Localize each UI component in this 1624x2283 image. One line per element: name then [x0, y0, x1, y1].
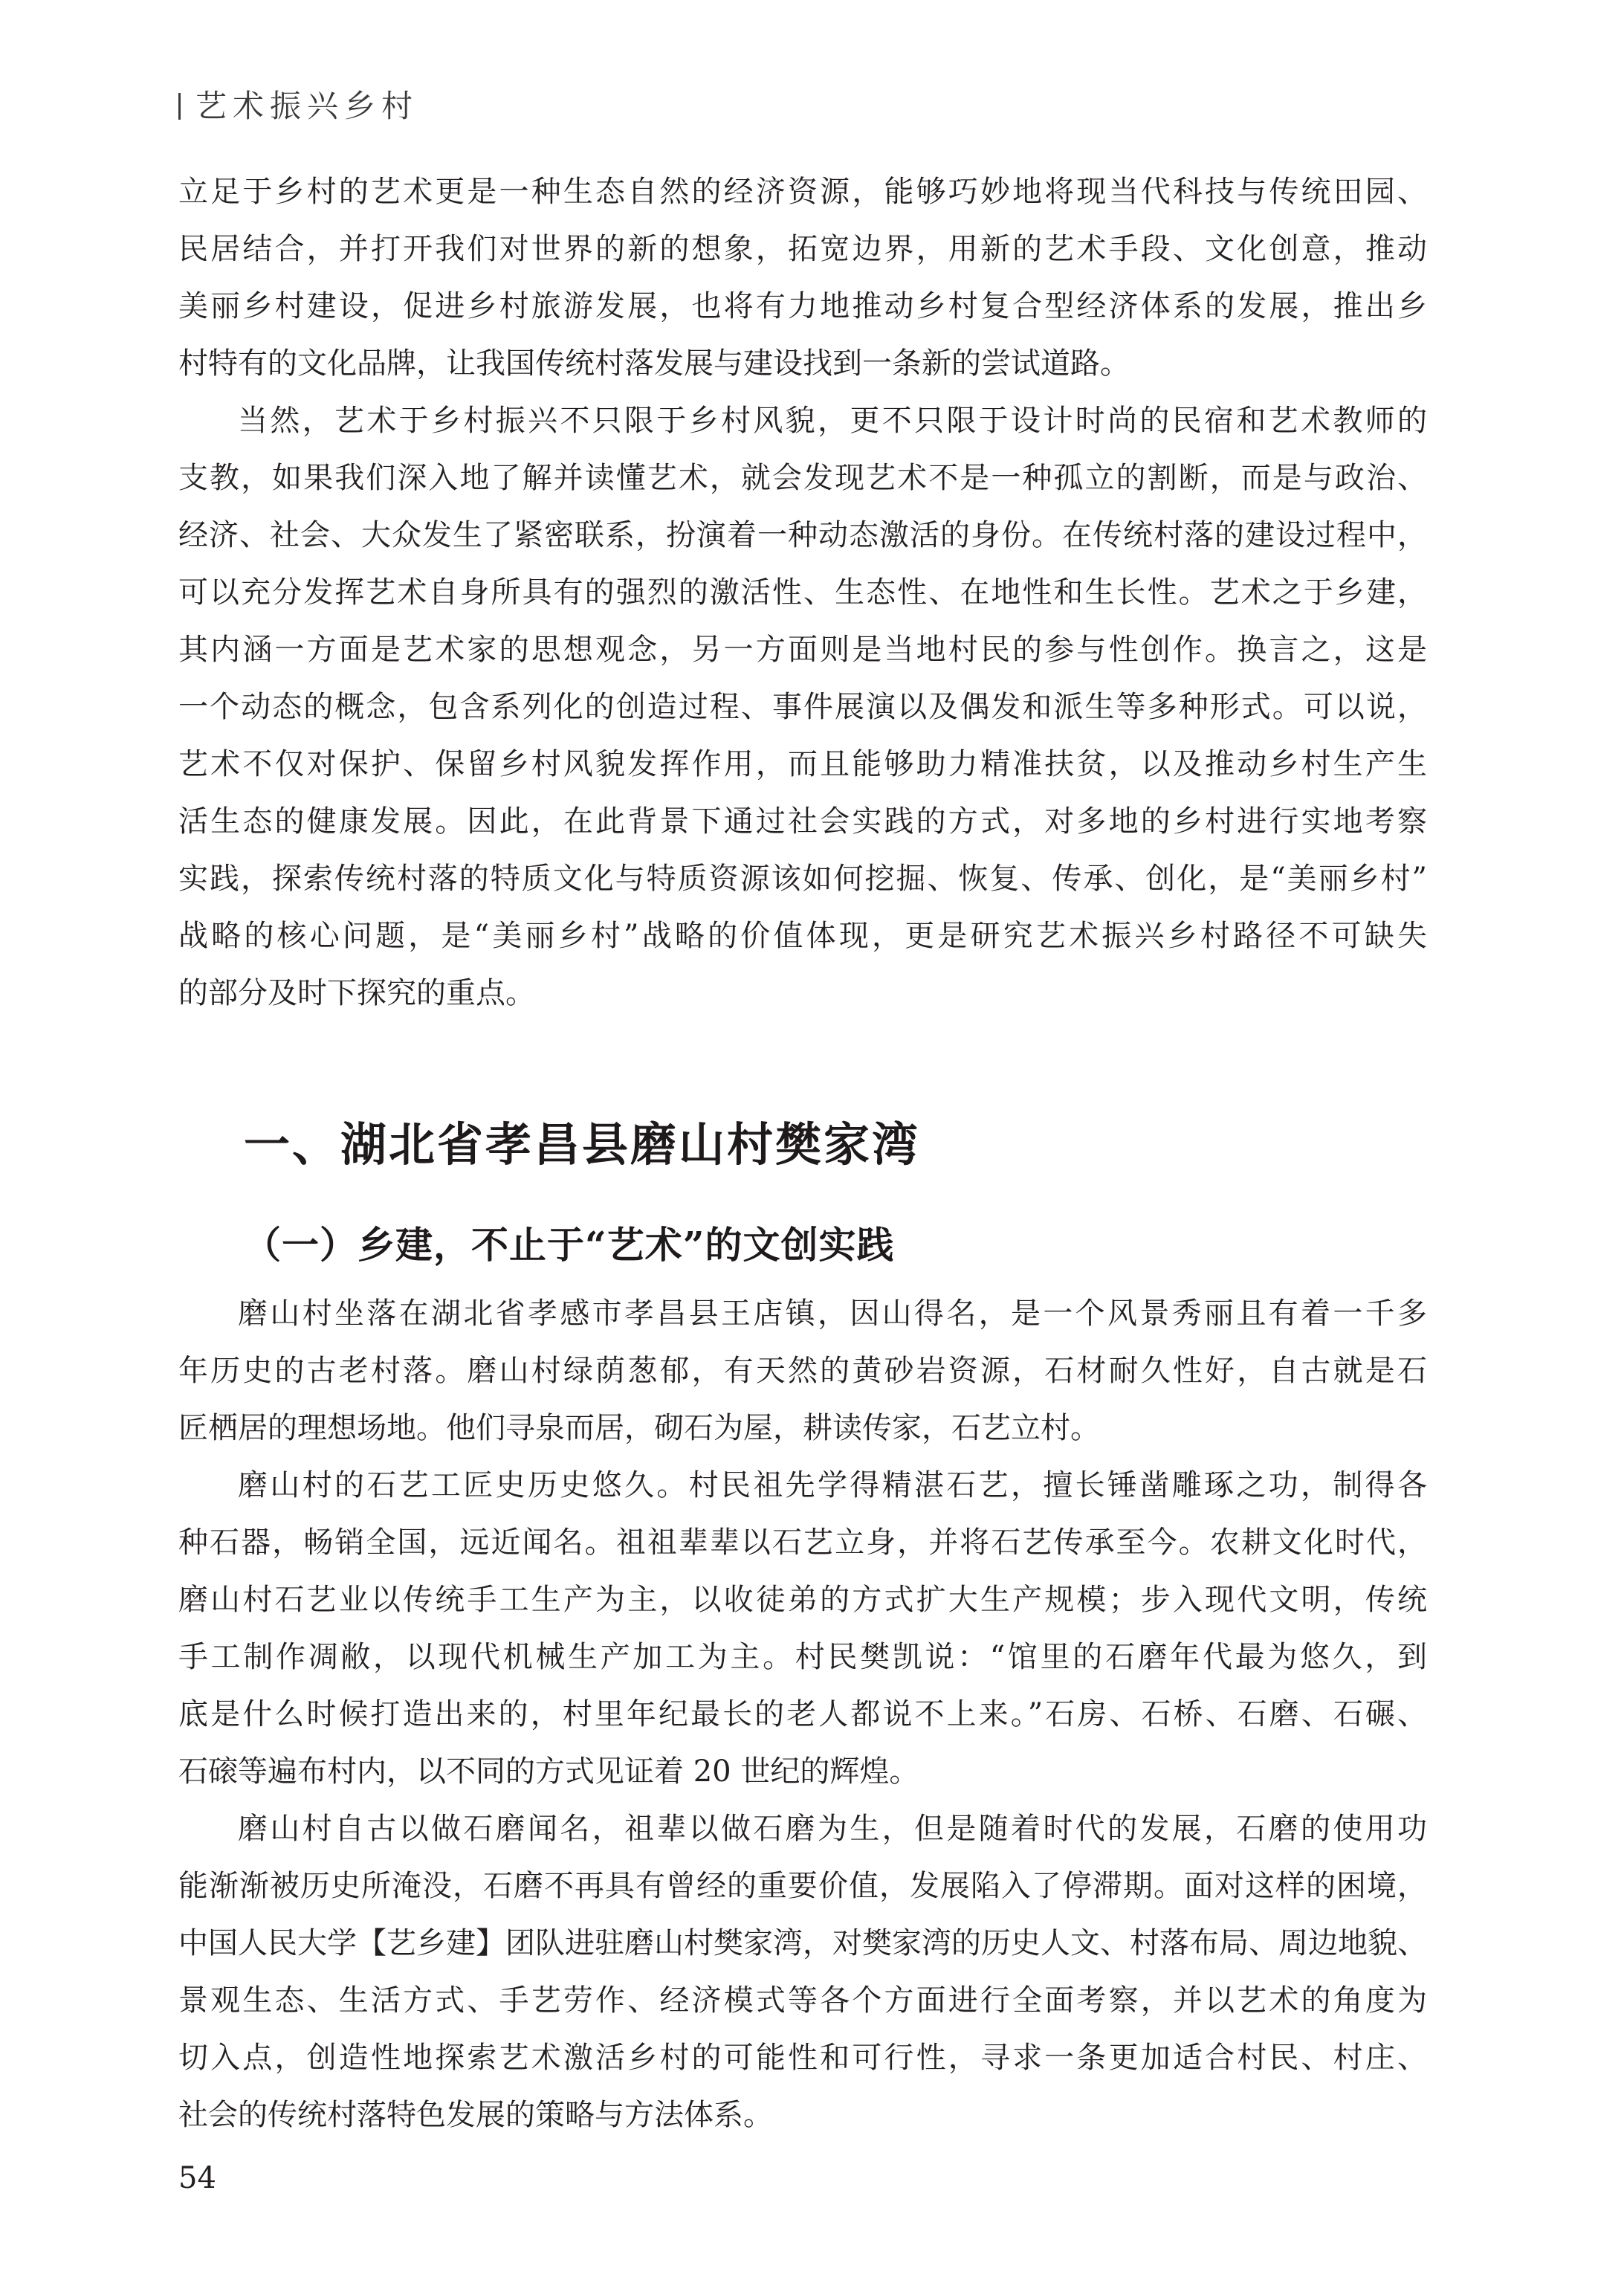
text-line: 匠栖居的理想场地。他们寻泉而居，砌石为屋，耕读传家，石艺立村。 [178, 1411, 1100, 1445]
text-line: 美丽乡村建设，促进乡村旅游发展，也将有力地推动乡村复合型经济体系的发展，推出乡 [178, 289, 1427, 323]
text-line: 经济、社会、大众发生了紧密联系，扮演着一种动态激活的身份。在传统村落的建设过程中， [178, 518, 1427, 552]
text-line: 中国人民大学【艺乡建】团队进驻磨山村樊家湾，对樊家湾的历史人文、村落布局、周边地貌、 [178, 1926, 1427, 1960]
text-line: 手工制作凋敝，以现代机械生产加工为主。村民樊凯说：“馆里的石磨年代最为悠久，到 [178, 1640, 1427, 1674]
text-line: 磨山村坐落在湖北省孝感市孝昌县王店镇，因山得名，是一个风景秀丽且有着一千多 [238, 1297, 1427, 1331]
text-line: 能渐渐被历史所淹没，石磨不再具有曾经的重要价值，发展陷入了停滞期。面对这样的困境， [178, 1869, 1427, 1903]
text-line: 磨山村的石艺工匠史历史悠久。村民祖先学得精湛石艺，擅长锤凿雕琢之功，制得各 [238, 1468, 1427, 1502]
text-line: 其内涵一方面是艺术家的思想观念，另一方面则是当地村民的参与性创作。换言之，这是 [178, 633, 1427, 667]
text-line: 立足于乡村的艺术更是一种生态自然的经济资源，能够巧妙地将现当代科技与传统田园、 [178, 175, 1427, 209]
intro-text [178, 164, 1427, 1022]
text-line: 底是什么时候打造出来的，村里年纪最长的老人都说不上来。”石房、石桥、石磨、石碾、 [178, 1697, 1427, 1731]
subsection-heading: （一）乡建，不止于“艺术”的文创实践 [244, 1223, 895, 1267]
text-line: 磨山村石艺业以传统手工生产为主，以收徒弟的方式扩大生产规模；步入现代文明，传统 [178, 1583, 1427, 1617]
text-line: 可以充分发挥艺术自身所具有的强烈的激活性、生态性、在地性和生长性。艺术之于乡建， [178, 575, 1427, 610]
text-line: 战略的核心问题，是“美丽乡村”战略的价值体现，更是研究艺术振兴乡村路径不可缺失 [178, 919, 1427, 953]
text-line: 当然，艺术于乡村振兴不只限于乡村风貌，更不只限于设计时尚的民宿和艺术教师的 [238, 404, 1427, 438]
text-line: 艺术不仅对保护、保留乡村风貌发挥作用，而且能够助力精准扶贫，以及推动乡村生产生 [178, 747, 1427, 781]
text-line: 实践，探索传统村落的特质文化与特质资源该如何挖掘、恢复、传承、创化，是“美丽乡村” [178, 862, 1427, 896]
text-line: 支教，如果我们深入地了解并读懂艺术，就会发现艺术不是一种孤立的割断，而是与政治、 [178, 461, 1427, 495]
paragraph [178, 164, 1427, 393]
text-line: 景观生态、生活方式、手艺劳作、经济模式等各个方面进行全面考察，并以艺术的角度为 [178, 1983, 1427, 2018]
running-head-rule [178, 93, 181, 120]
section-heading: 一、湖北省孝昌县磨山村樊家湾 [244, 1117, 921, 1172]
text-line: 民居结合，并打开我们对世界的新的想象，拓宽边界，用新的艺术手段、文化创意，推动 [178, 232, 1427, 266]
text-line: 村特有的文化品牌，让我国传统村落发展与建设找到一条新的尝试道路。 [178, 346, 1130, 381]
text-line: 一个动态的概念，包含系列化的创造过程、事件展演以及偶发和派生等多种形式。可以说， [178, 690, 1427, 724]
paragraph [178, 1457, 1427, 1801]
running-head-title: 艺术振兴乡村 [195, 88, 419, 124]
page-number: 54 [178, 2161, 216, 2195]
text-line: 切入点，创造性地探索艺术激活乡村的可能性和可行性，寻求一条更加适合村民、村庄、 [178, 2041, 1427, 2075]
text-line: 活生态的健康发展。因此，在此背景下通过社会实践的方式，对多地的乡村进行实地考察 [178, 804, 1427, 839]
text-line: 种石器，畅销全国，远近闻名。祖祖辈辈以石艺立身，并将石艺传承至今。农耕文化时代， [178, 1525, 1427, 1560]
text-line: 社会的传统村落特色发展的策略与方法体系。 [178, 2098, 773, 2132]
text-line: 石磙等遍布村内，以不同的方式见证着 20 世纪的辉煌。 [178, 1754, 919, 1789]
text-line: 磨山村自古以做石磨闻名，祖辈以做石磨为生，但是随着时代的发展，石磨的使用功 [238, 1812, 1427, 1846]
text-line: 年历史的古老村落。磨山村绿荫葱郁，有天然的黄砂岩资源，石材耐久性好，自古就是石 [178, 1354, 1427, 1388]
running-head [178, 86, 418, 126]
paragraph [178, 1285, 1427, 1457]
paragraph [178, 1801, 1427, 2144]
subsection-text [178, 1285, 1427, 2144]
text-line: 的部分及时下探究的重点。 [178, 976, 535, 1010]
paragraph [178, 393, 1427, 1022]
